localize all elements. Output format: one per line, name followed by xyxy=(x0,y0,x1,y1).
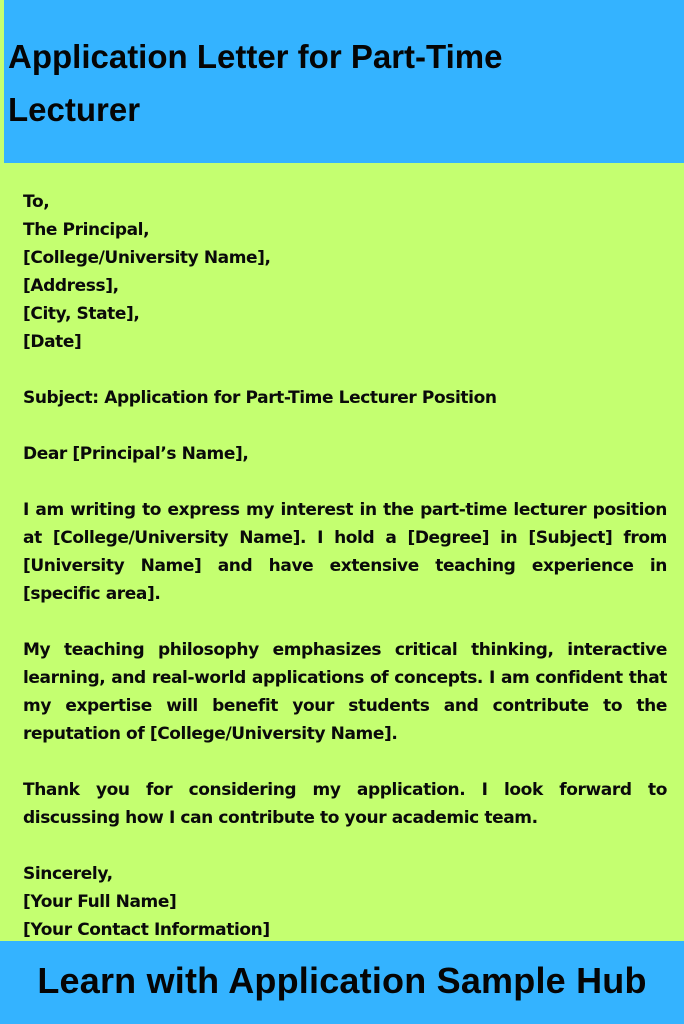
address-line: The Principal, xyxy=(23,220,150,240)
spacer xyxy=(23,608,667,636)
salutation: Dear [Principal’s Name], xyxy=(23,444,249,464)
letter-body xyxy=(23,188,667,944)
subject-line: Subject: Application for Part-Time Lecturer Position xyxy=(23,388,497,408)
spacer xyxy=(23,468,667,496)
spacer xyxy=(23,356,667,384)
header-banner xyxy=(4,0,684,163)
spacer xyxy=(23,832,667,860)
signature-line: [Your Full Name] xyxy=(23,892,177,912)
spacer xyxy=(23,748,667,776)
body-paragraph: Thank you for considering my application. I look forward to discussing how I can contribute to your academic team. xyxy=(23,780,667,828)
body-paragraph: I am writing to express my interest in the part-time lecturer position at [College/University Name]. I hold a [Degree] in [Subject] from [University Name] and have extensive teaching experience in [specific area]. xyxy=(23,500,667,604)
address-line: [College/University Name], xyxy=(23,248,271,268)
body-paragraph: My teaching philosophy emphasizes critical thinking, interactive learning, and real-world applications of concepts. I am confident that my expertise will benefit your students and contribute to the reputation of [College/University Name]. xyxy=(23,640,667,744)
spacer xyxy=(23,412,667,440)
address-line: [Date] xyxy=(23,332,82,352)
footer-banner xyxy=(0,941,684,1024)
address-line: [City, State], xyxy=(23,304,140,324)
recipient-address xyxy=(23,188,667,356)
signature-line: [Your Contact Information] xyxy=(23,920,270,940)
footer-text: Learn with Application Sample Hub xyxy=(37,960,647,1001)
closing: Sincerely, xyxy=(23,864,113,884)
address-line: [Address], xyxy=(23,276,119,296)
page-title: Application Letter for Part-Time Lecturer xyxy=(8,38,503,128)
signature-block xyxy=(23,860,667,944)
address-line: To, xyxy=(23,192,50,212)
